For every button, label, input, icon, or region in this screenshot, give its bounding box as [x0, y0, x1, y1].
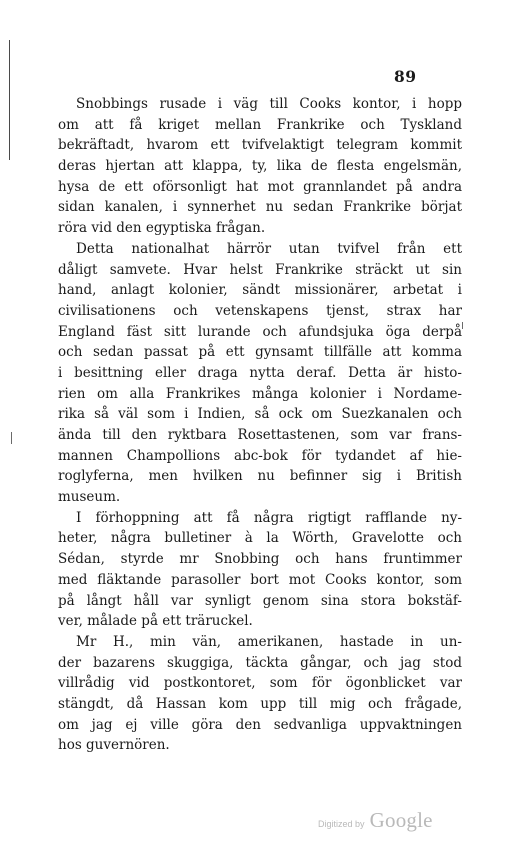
text-line: hysa de ett oförsonligt hat mot grannlandet på andra [58, 178, 462, 195]
text-line: om att få kriget mellan Frankrike och Tyskland [58, 116, 462, 133]
text-line: England fäst sitt lurande och afundsjuka öga derpå [58, 323, 462, 340]
text-line: sidan kanalen, i synnerhet nu sedan Frankrike börjat [58, 199, 462, 216]
scan-speck [462, 322, 463, 329]
text-line: stängdt, då Hassan kom upp till mig och frågade, [58, 695, 462, 712]
text-line: på långt håll var synligt genom sina stora bokstäf- [58, 592, 462, 609]
text-line: hand, anlagt kolonier, sändt missionärer, arbetat i [58, 282, 462, 299]
text-line: Mr H., min vän, amerikanen, hastade in un- [76, 633, 462, 650]
text-line: Sédan, styrde mr Snobbing och hans fruntimmer [58, 551, 462, 568]
text-line: museum. [58, 489, 121, 506]
text-line: bekräftadt, hvarom ett tvifvelaktigt telegram kommit [58, 137, 462, 154]
text-line: om jag ej ville göra den sedvanliga uppvaktningen [58, 716, 462, 733]
text-line: civilisationens och vetenskapens tjenst, strax har [58, 302, 462, 319]
text-line: Snobbings rusade i väg till Cooks kontor, i hopp [76, 96, 462, 112]
text-line: dåligt samvete. Hvar helst Frankrike sträckt ut sin [58, 261, 462, 278]
text-line: hos guvernören. [58, 737, 170, 754]
text-line: röra vid den egyptiska frågan. [58, 220, 266, 237]
text-line: deras hjertan att klappa, ty, lika de flesta engelsmän, [58, 158, 462, 175]
text-line: I förhoppning att få några rigtigt rafflande ny- [76, 509, 462, 526]
text-line: med fläktande parasoller bort mot Cooks kontor, som [58, 571, 462, 588]
text-line: rien om alla Frankrikes många kolonier i Nordame- [58, 385, 462, 402]
page-number: 89 [394, 67, 417, 86]
text-line: mannen Champollions abc-bok för tydandet af hie- [58, 447, 462, 464]
text-line: heter, några bulletiner à la Wörth, Gravelotte och [58, 530, 462, 547]
text-line: Detta nationalhat härrör utan tvifvel från ett [76, 240, 462, 257]
text-line: roglyferna, men hvilken nu befinner sig i British [58, 468, 462, 485]
watermark-brand: Google [369, 808, 433, 832]
text-line: ver, målade på ett träruckel. [58, 613, 253, 630]
text-line: i besittning eller draga nytta deraf. Detta är histo- [58, 364, 462, 381]
text-line: der bazarens skuggiga, täckta gångar, och jag stod [58, 654, 462, 671]
text-line: villrådig vid postkontoret, som för ögonblicket var [58, 675, 462, 692]
scan-speck [11, 432, 12, 444]
watermark-prefix: Digitized by [318, 819, 365, 829]
text-line: och sedan passat på ett gynsamt tillfälle att komma [58, 344, 462, 361]
scan-page-edge [9, 40, 10, 160]
text-line: rika så väl som i Indien, så ock om Suezkanalen och [58, 406, 462, 423]
body-text [58, 94, 462, 756]
text-line: ända till den ryktbara Rosettastenen, som var frans- [58, 427, 462, 443]
digitized-watermark [318, 808, 433, 833]
